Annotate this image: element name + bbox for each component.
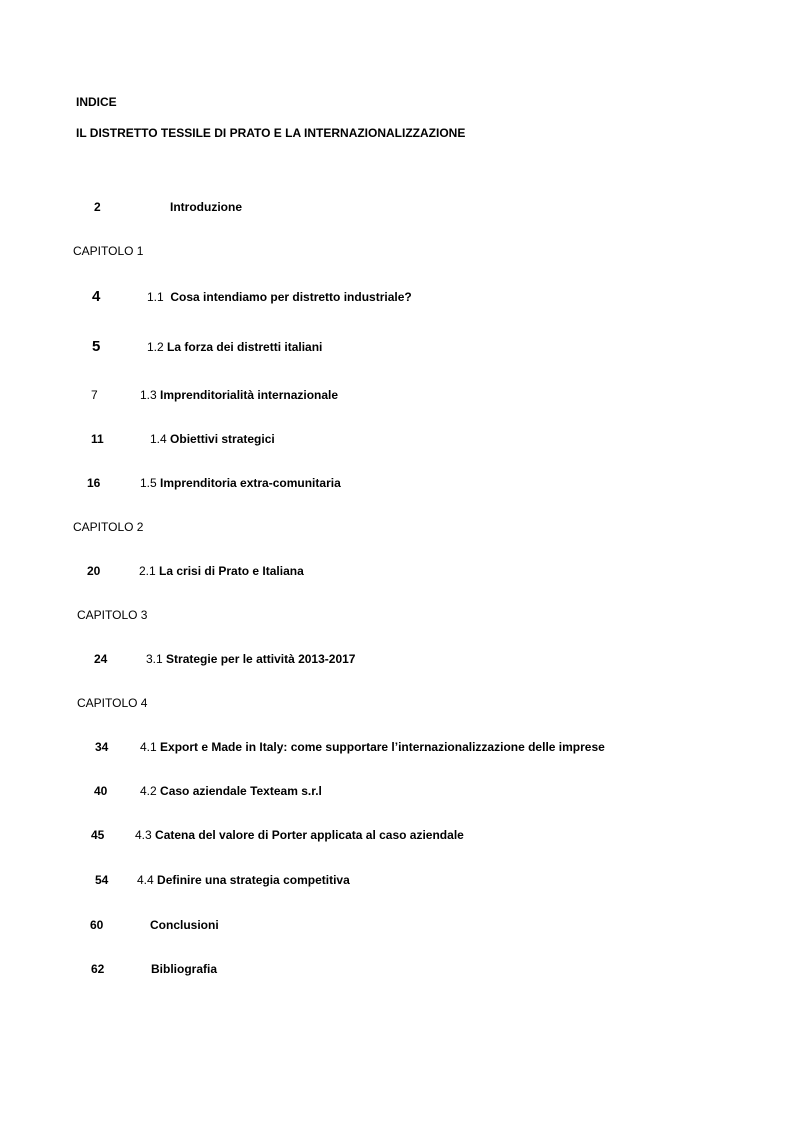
toc-section-number: 3.1 xyxy=(146,652,163,666)
toc-entry-label: Strategie per le attività 2013-2017 xyxy=(166,652,356,666)
chapter-heading-4: CAPITOLO 4 xyxy=(77,696,148,710)
toc-entry-1-2 xyxy=(147,341,322,353)
toc-section-number: 4.1 xyxy=(140,740,157,754)
toc-page-number: 5 xyxy=(92,338,101,355)
index-heading: INDICE xyxy=(76,95,117,109)
toc-page-number: 20 xyxy=(87,564,101,578)
toc-section-number: 4.2 xyxy=(140,784,157,798)
toc-section-number: 1.2 xyxy=(147,340,164,354)
toc-entry-label: Imprenditorialità internazionale xyxy=(160,388,339,402)
toc-entry-label: Cosa intendiamo per distretto industriale? xyxy=(170,290,412,304)
toc-entry-label: Bibliografia xyxy=(151,962,218,976)
toc-entry-conclusioni xyxy=(150,919,219,931)
toc-page-number: 11 xyxy=(91,432,104,446)
chapter-heading-1: CAPITOLO 1 xyxy=(73,244,144,258)
toc-entry-4-3 xyxy=(135,829,464,841)
toc-entry-label: Introduzione xyxy=(170,200,242,214)
toc-section-number: 4.3 xyxy=(135,828,152,842)
toc-entry-label: Conclusioni xyxy=(150,918,219,932)
toc-entry-label: Obiettivi strategici xyxy=(170,432,275,446)
toc-page-number: 16 xyxy=(87,476,101,490)
toc-page-number: 60 xyxy=(90,918,104,932)
toc-entry-label: Export e Made in Italy: come supportare l’internazionalizzazione delle imprese xyxy=(160,740,605,754)
toc-entry-label: La crisi di Prato e Italiana xyxy=(159,564,304,578)
toc-section-number: 4.4 xyxy=(137,873,154,887)
toc-page-number: 4 xyxy=(92,288,101,305)
toc-page-number: 62 xyxy=(91,962,105,976)
toc-page-number: 34 xyxy=(95,740,109,754)
toc-entry-1-5 xyxy=(140,477,341,489)
toc-page-number: 40 xyxy=(94,784,108,798)
toc-page-number: 24 xyxy=(94,652,108,666)
toc-page-number: 2 xyxy=(94,200,101,214)
toc-entry-4-4 xyxy=(137,874,350,886)
toc-entry-label: Caso aziendale Texteam s.r.l xyxy=(160,784,322,798)
chapter-heading-3: CAPITOLO 3 xyxy=(77,608,148,622)
toc-section-number: 1.3 xyxy=(140,388,157,402)
toc-entry-label: Imprenditoria extra-comunitaria xyxy=(160,476,341,490)
toc-entry-3-1 xyxy=(146,653,355,665)
toc-section-number: 1.5 xyxy=(140,476,157,490)
toc-entry-label: La forza dei distretti italiani xyxy=(167,340,323,354)
toc-entry-bibliografia xyxy=(151,963,217,975)
toc-section-number: 1.4 xyxy=(150,432,167,446)
toc-page-number: 45 xyxy=(91,828,105,842)
toc-section-number: 2.1 xyxy=(139,564,156,578)
toc-entry-4-1 xyxy=(140,741,605,753)
toc-page-number: 7 xyxy=(91,388,98,402)
toc-page-number: 54 xyxy=(95,873,109,887)
toc-entry-1-1 xyxy=(147,291,412,303)
toc-entry-introduzione xyxy=(170,201,242,213)
chapter-heading-2: CAPITOLO 2 xyxy=(73,520,144,534)
toc-entry-1-4 xyxy=(150,433,275,445)
toc-entry-label: Definire una strategia competitiva xyxy=(157,873,350,887)
toc-section-number: 1.1 xyxy=(147,290,164,304)
toc-entry-4-2 xyxy=(140,785,322,797)
toc-entry-1-3 xyxy=(140,389,338,401)
toc-entry-2-1 xyxy=(139,565,304,577)
toc-entry-label: Catena del valore di Porter applicata al caso aziendale xyxy=(155,828,464,842)
document-title: IL DISTRETTO TESSILE DI PRATO E LA INTERNAZIONALIZZAZIONE xyxy=(76,126,466,140)
